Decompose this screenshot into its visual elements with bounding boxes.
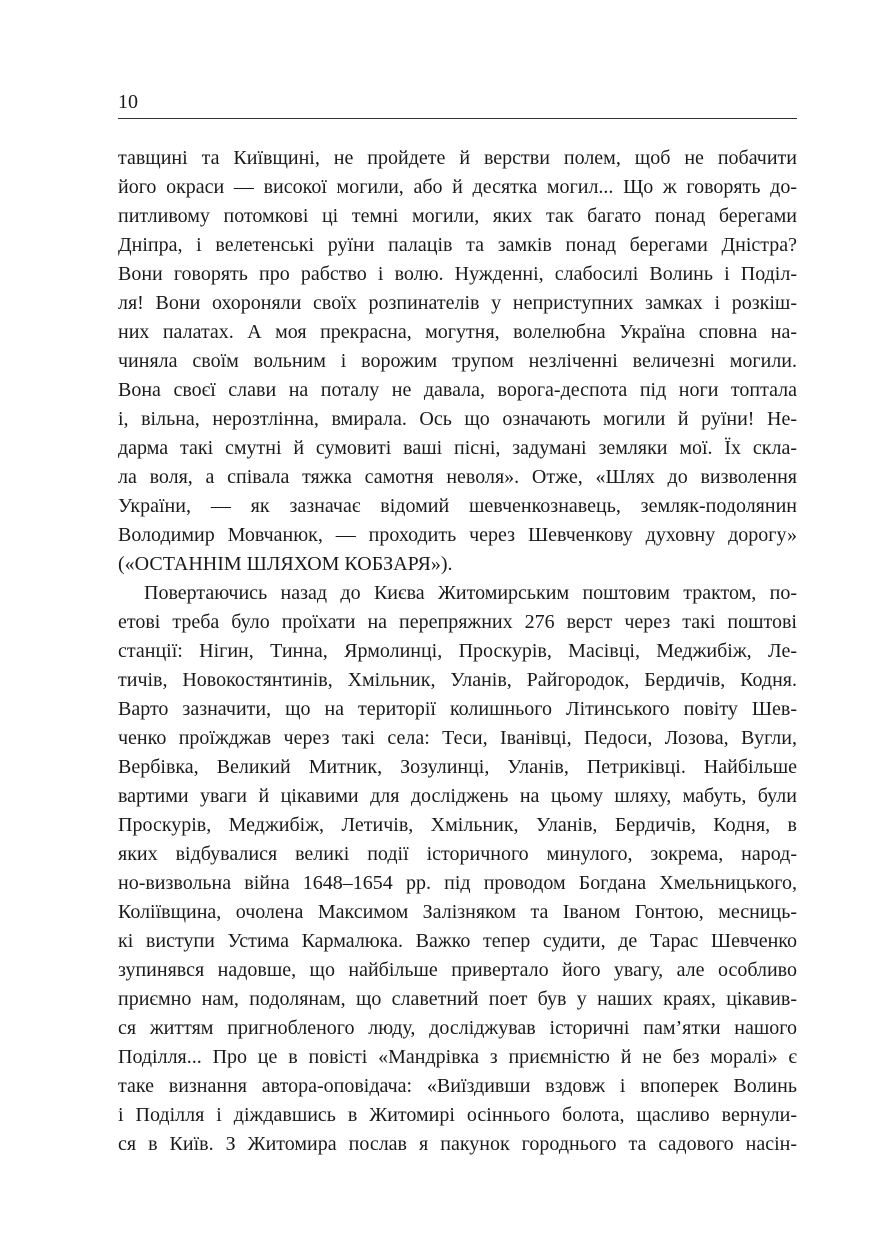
header-divider	[118, 118, 797, 119]
text-line: них палатах. А моя прекрасна, могутня, волелюбна Україна сповна на-	[118, 321, 797, 343]
text-line: ла воля, а співала тяжка самотня неволя». Отже, «Шлях до визволення	[118, 466, 797, 488]
text-line: питливому потомкові ці темні могили, яких так багато понад берегами	[118, 205, 797, 227]
text-line: («ОСТАННІМ ШЛЯХОМ КОБЗАРЯ»).	[118, 553, 453, 575]
text-line: вартими уваги й цікавими для досліджень на цьому шляху, мабуть, були	[118, 785, 797, 807]
text-line: Вони говорять про рабство і волю. Нужденні, слабосилі Волинь і Поділ-	[118, 263, 797, 285]
text-line: його окраси — високої могили, або й десятка могил... Що ж говорять до-	[118, 176, 797, 198]
text-line: і Поділля і діждавшись в Житомирі осіннього болота, щасливо вернули-	[118, 1104, 797, 1126]
page-number: 10	[118, 91, 138, 113]
text-line: України, — як зазначає відомий шевченкознавець, земляк-подолянин	[118, 495, 797, 517]
text-line: ся життям пригнобленого люду, досліджував історичні пам’ятки нашого	[118, 1017, 797, 1039]
text-line: Поділля... Про це в повісті «Мандрівка з приємністю й не без моралі» є	[118, 1046, 797, 1068]
text-line: Варто зазначити, що на території колишнього Літинського повіту Шев-	[118, 698, 797, 720]
text-line: тавщині та Київщині, не пройдете й верстви полем, щоб не побачити	[118, 147, 797, 169]
text-line: і, вільна, нерозтлінна, вмирала. Ось що означають могили й руїни! Не-	[118, 408, 797, 430]
text-line: Повертаючись назад до Києва Житомирським поштовим трактом, по-	[144, 582, 797, 604]
body-text	[118, 144, 797, 1159]
text-line: Вона своєї слави на поталу не давала, ворога-деспота під ноги топтала	[118, 379, 797, 401]
text-line: Дніпра, і велетенські руїни палаців та замків понад берегами Дністра?	[118, 234, 797, 256]
text-line: ся в Київ. З Житомира послав я пакунок городнього та садового насін-	[118, 1133, 797, 1155]
text-line: кі виступи Устима Кармалюка. Важко тепер судити, де Тарас Шевченко	[118, 930, 797, 952]
text-line: Коліївщина, очолена Максимом Залізняком та Іваном Гонтою, месниць-	[118, 901, 797, 923]
text-line: но-визвольна війна 1648–1654 рр. під проводом Богдана Хмельницького,	[118, 872, 797, 894]
text-line: станції: Нігин, Тинна, Ярмолинці, Проскурів, Масівці, Меджибіж, Ле-	[118, 640, 797, 662]
text-line: чиняла своїм вольним і ворожим трупом незліченні величезні могили.	[118, 350, 797, 372]
text-line: Проскурів, Меджибіж, Летичів, Хмільник, Уланів, Бердичів, Кодня, в	[118, 814, 797, 836]
text-line: етові треба було проїхати на перепряжних 276 верст через такі поштові	[118, 611, 797, 633]
text-line: Володимир Мовчанюк, — проходить через Шевченкову духовну дорогу»	[118, 524, 797, 546]
text-line: Вербівка, Великий Митник, Зозулинці, Уланів, Петриківці. Найбільше	[118, 756, 797, 778]
text-line: яких відбувалися великі події історичного минулого, зокрема, народ-	[118, 843, 797, 865]
text-line: таке визнання автора-оповідача: «Виїздивши вздовж і впоперек Волинь	[118, 1075, 797, 1097]
text-line: ченко проїжджав через такі села: Теси, Іванівці, Педоси, Лозова, Вугли,	[118, 727, 797, 749]
text-line: зупинявся надовше, що найбільше привертало його увагу, але особливо	[118, 959, 797, 981]
text-line: тичів, Новокостянтинів, Хмільник, Уланів, Райгородок, Бердичів, Кодня.	[118, 669, 797, 691]
text-line: ля! Вони охороняли своїх розпинателів у неприступних замках і розкіш-	[118, 292, 797, 314]
text-line: приємно нам, подолянам, що славетний поет був у наших краях, цікавив-	[118, 988, 797, 1010]
text-line: дарма такі смутні й сумовиті ваші пісні, задумані земляки мої. Їх скла-	[118, 437, 797, 459]
